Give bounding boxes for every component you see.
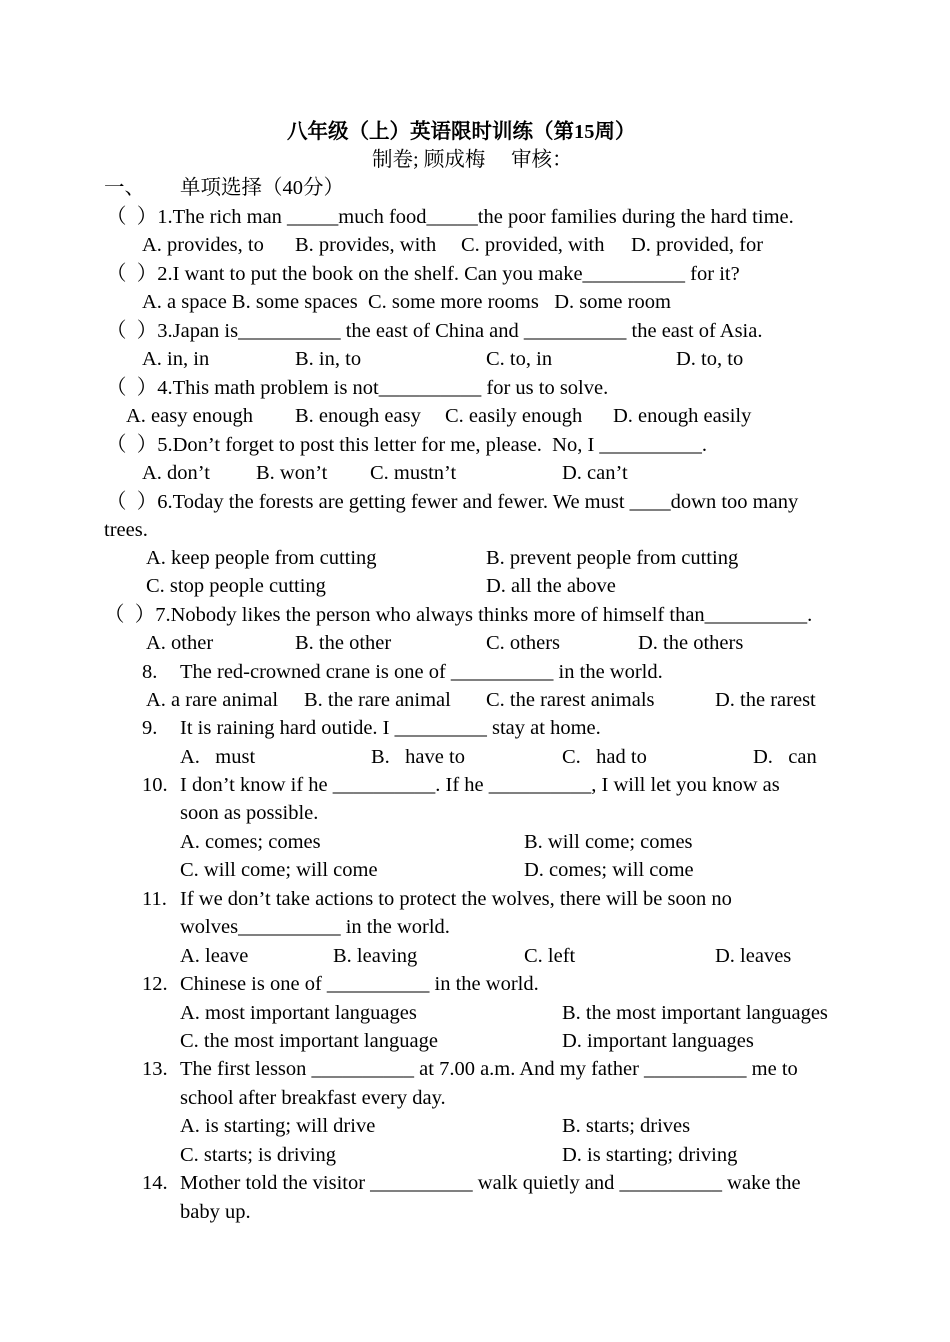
question-11-option-c: C. left (524, 945, 576, 967)
question-12-option-a: A. most important languages (180, 1002, 417, 1024)
question-5-option-d: D. can’t (562, 462, 628, 484)
question-8-number: 8. (142, 661, 158, 683)
question-1-option-a: A. provides, to (142, 234, 264, 256)
question-3-option-d: D. to, to (676, 348, 744, 370)
question-11-stem: If we don’t take actions to protect the wolves, there will be soon no (180, 888, 732, 910)
question-3-option-a: A. in, in (142, 348, 210, 370)
question-12-number: 12. (142, 973, 168, 995)
question-13-option-d: D. is starting; driving (562, 1144, 738, 1166)
question-4-option-b: B. enough easy (295, 405, 421, 427)
question-7-option-b: B. the other (295, 632, 392, 654)
question-10-stem-continued: soon as possible. (180, 802, 319, 824)
question-8-option-b: B. the rare animal (304, 689, 451, 711)
question-13-option-c: C. starts; is driving (180, 1144, 337, 1166)
question-4-option-c: C. easily enough (445, 405, 583, 427)
question-10-option-c: C. will come; will come (180, 859, 378, 881)
question-13-option-b: B. starts; drives (562, 1115, 691, 1137)
question-6-stem-continued: trees. (104, 519, 148, 541)
question-9-number: 9. (142, 717, 158, 739)
page-title: 八年级（上）英语限时训练（第15周） (287, 121, 636, 143)
question-9-option-b: B. have to (371, 746, 465, 768)
question-8-option-c: C. the rarest animals (486, 689, 655, 711)
question-6-option-c: C. stop people cutting (146, 575, 326, 597)
question-1-stem: （ ）1.The rich man _____much food_____the poor families during the hard time. (106, 206, 794, 228)
question-10-option-d: D. comes; will come (524, 859, 694, 881)
question-10-stem: I don’t know if he __________. If he __________, I will let you know as (180, 774, 780, 796)
question-7-option-d: D. the others (638, 632, 744, 654)
question-11-option-b: B. leaving (333, 945, 418, 967)
question-11-stem-continued: wolves__________ in the world. (180, 916, 450, 938)
question-2-options: A. a space B. some spaces C. some more rooms D. some room (142, 291, 671, 313)
question-1-option-b: B. provides, with (295, 234, 437, 256)
question-13-number: 13. (142, 1058, 168, 1080)
section-label: 单项选择（40分） (180, 177, 344, 199)
question-7-stem: （ ）7.Nobody likes the person who always thinks more of himself than__________. (104, 604, 813, 626)
question-2-stem: （ ）2.I want to put the book on the shelf. Can you make__________ for it? (106, 263, 740, 285)
question-14-stem: Mother told the visitor __________ walk quietly and __________ wake the (180, 1172, 801, 1194)
question-9-option-a: A. must (180, 746, 256, 768)
question-6-stem: （ ）6.Today the forests are getting fewer and fewer. We must ____down too many (106, 491, 799, 513)
question-11-option-d: D. leaves (715, 945, 792, 967)
question-14-number: 14. (142, 1172, 168, 1194)
question-12-option-d: D. important languages (562, 1030, 754, 1052)
question-3-stem: （ ）3.Japan is__________ the east of China and __________ the east of Asia. (106, 320, 763, 342)
question-10-number: 10. (142, 774, 168, 796)
question-13-stem-continued: school after breakfast every day. (180, 1087, 446, 1109)
question-6-option-d: D. all the above (486, 575, 616, 597)
page-subtitle: 制卷; 顾成梅 审核： (372, 149, 573, 171)
question-1-option-c: C. provided, with (461, 234, 605, 256)
question-9-stem: It is raining hard outide. I _________ stay at home. (180, 717, 601, 739)
question-9-option-d: D. can (753, 746, 817, 768)
question-4-stem: （ ）4.This math problem is not__________ for us to solve. (106, 377, 609, 399)
question-14-stem-continued: baby up. (180, 1201, 251, 1223)
question-5-stem: （ ）5.Don’t forget to post this letter for me, please. No, I __________. (106, 434, 708, 456)
question-3-option-c: C. to, in (486, 348, 553, 370)
question-13-option-a: A. is starting; will drive (180, 1115, 376, 1137)
question-6-option-b: B. prevent people from cutting (486, 547, 739, 569)
question-5-option-c: C. mustn’t (370, 462, 457, 484)
question-3-option-b: B. in, to (295, 348, 362, 370)
question-11-number: 11. (142, 888, 167, 910)
question-13-stem: The first lesson __________ at 7.00 a.m. And my father __________ me to (180, 1058, 798, 1080)
question-6-option-a: A. keep people from cutting (146, 547, 377, 569)
question-5-option-b: B. won’t (256, 462, 328, 484)
question-12-option-c: C. the most important language (180, 1030, 438, 1052)
question-4-option-a: A. easy enough (126, 405, 253, 427)
question-10-option-b: B. will come; comes (524, 831, 693, 853)
section-number: 一、 (104, 177, 145, 199)
question-4-option-d: D. enough easily (613, 405, 752, 427)
question-11-option-a: A. leave (180, 945, 249, 967)
question-8-option-a: A. a rare animal (146, 689, 279, 711)
question-9-option-c: C. had to (562, 746, 647, 768)
question-1-option-d: D. provided, for (631, 234, 764, 256)
question-12-stem: Chinese is one of __________ in the world. (180, 973, 539, 995)
question-7-option-a: A. other (146, 632, 214, 654)
question-12-option-b: B. the most important languages (562, 1002, 828, 1024)
question-10-option-a: A. comes; comes (180, 831, 321, 853)
question-7-option-c: C. others (486, 632, 561, 654)
question-8-option-d: D. the rarest (715, 689, 816, 711)
question-5-option-a: A. don’t (142, 462, 210, 484)
question-8-stem: The red-crowned crane is one of __________ in the world. (180, 661, 663, 683)
